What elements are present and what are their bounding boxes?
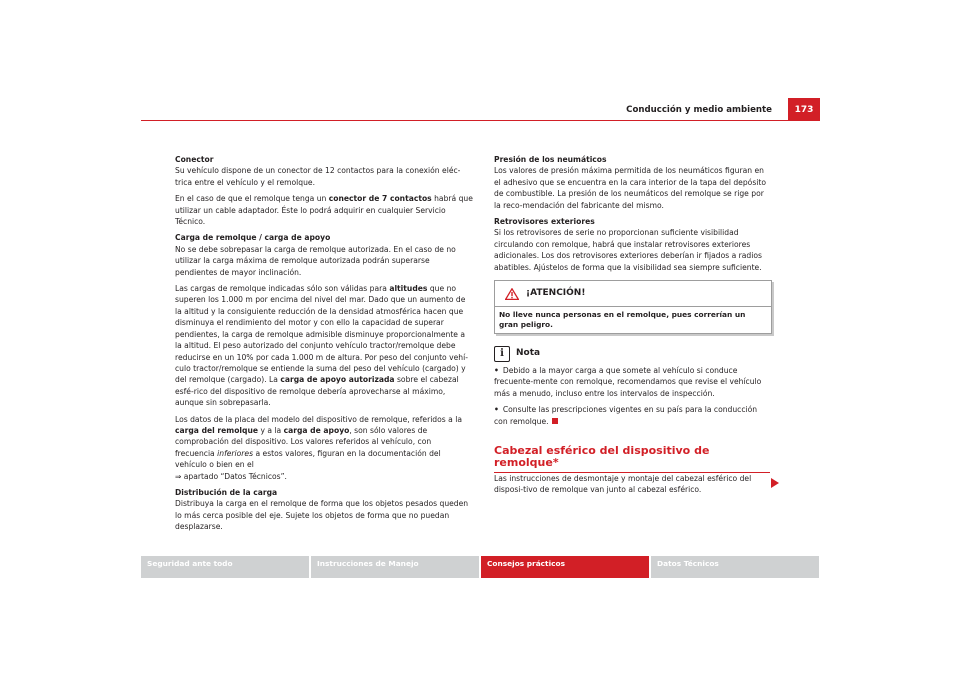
paragraph-conector-2: En el caso de que el remolque tenga un conector de 7 contactos habrá que utilizar un cable adaptador. Éste lo podrá adquirir en cualquier Servicio Técnico. [175,194,473,227]
note-header [494,346,770,362]
paragraph-distribucion-1: Distribuya la carga en el remolque de forma que los objetos pesados queden lo más cerca posible del eje. Sujete los objetos de forma que no puedan desplazarse. [175,499,469,532]
bullet-icon: • [494,366,499,376]
right-column [494,154,770,501]
warning-box [494,280,772,334]
paragraph-carga-1: No se debe sobrepasar la carga de remolque autorizada. En el caso de no utilizar la carga máxima de remolque autorizada podrán superarse pendientes de mayor inclinación. [175,244,456,277]
warning-triangle-icon [505,288,519,300]
footer-tab-consejos[interactable]: Consejos prácticos [481,556,649,578]
paragraph-retrovisores-1: Si los retrovisores de serie no proporcionan suficiente visibilidad circulando con remolque, habrá que instalar retrovisores exteriores adicionales. Los dos retrovisores exteriores deberían ir fijados a radios abatibles. Ajústelos de forma que la visibilidad sea siempre suficiente. [494,228,762,272]
section-end-mark-icon [552,418,558,424]
section-body: Las instrucciones de desmontaje y montaje del cabezal esférico del disposi-tivo de remolque van junto al cabezal esférico. [494,473,752,495]
paragraph-carga-3: Los datos de la placa del modelo del dispositivo de remolque, referidos a la carga del remolque y a la carga de apoyo, son sólo valores de comprobación del dispositivo. Los valores referidos al vehículo, con frecuencia inferiores a estos valores, figuran en la documentación del vehículo o bien en el ⇒ apartado “Datos Técnicos”. [175,414,462,481]
section-title: Cabezal esférico del dispositivo de remolque* [494,445,770,473]
page-header [141,98,820,121]
page-number: 173 [788,98,820,120]
footer-tab-datos[interactable]: Datos Técnicos [651,556,819,578]
bullet-icon: • [494,405,499,415]
chapter-title: Conducción y medio ambiente [626,105,772,115]
warning-header [495,281,771,306]
heading-carga: Carga de remolque / carga de apoyo [175,233,331,243]
heading-distribucion: Distribución de la carga [175,487,278,497]
warning-text: No lleve nunca personas en el remolque, pues correrían un gran peligro. [495,306,771,333]
continue-arrow-icon[interactable] [771,478,779,488]
note-title: Nota [516,348,541,359]
paragraph-conector-1: Su vehículo dispone de un conector de 12 contactos para la conexión eléc-trica entre el vehículo y el remolque. [175,166,461,187]
heading-retrovisores: Retrovisores exteriores [494,217,595,227]
heading-presion: Presión de los neumáticos [494,155,607,164]
paragraph-presion-1: Los valores de presión máxima permitida de los neumáticos figuran en el adhesivo que se encuentra en la cara interior de la tapa del depósito de combustible. La presión de los neumáticos del remolque se rige por la reco-mendación del fabricante del mismo. [494,166,767,210]
footer-tab-seguridad[interactable]: Seguridad ante todo [141,556,309,578]
warning-title: ¡ATENCIÓN! [526,287,586,298]
note-item: • Debido a la mayor carga a que somete al vehículo si conduce frecuente-mente con remolque, recomendamos que revise el vehículo más a menudo, incluso entre los intervalos de inspección. [494,366,762,398]
heading-conector: Conector [175,155,214,164]
note-item: • Consulte las prescripciones vigentes en su país para la conducción con remolque. [494,405,758,426]
info-icon: i [494,346,510,362]
left-column [175,154,473,538]
footer-tab-instrucciones[interactable]: Instrucciones de Manejo [311,556,479,578]
paragraph-carga-2: Las cargas de remolque indicadas sólo son válidas para altitudes que no superen los 1.000 m por encima del nivel del mar. Dado que un aumento de la altitud y la consiguiente reducción de la densidad atmosférica hacen que disminuya el rendimiento del motor y con ello la capacidad de superar pendientes, la carga de remolque admisible disminuye proporcionalmente a la altitud. El peso autorizado del conjunto vehículo tractor/remolque debe reducirse en un 10% por cada 1.000 m de altura. Por peso del conjunto vehí-culo tractor/remolque se entiende la suma del peso del vehículo (cargado) y del remolque (cargado). La carga de apoyo autorizada sobre el cabezal esfé-rico del dispositivo de remolque debería aprovecharse al máximo, aunque sin sobrepasarla. [175,284,468,408]
cross-reference-link[interactable]: ⇒ apartado “Datos Técnicos”. [175,471,287,481]
